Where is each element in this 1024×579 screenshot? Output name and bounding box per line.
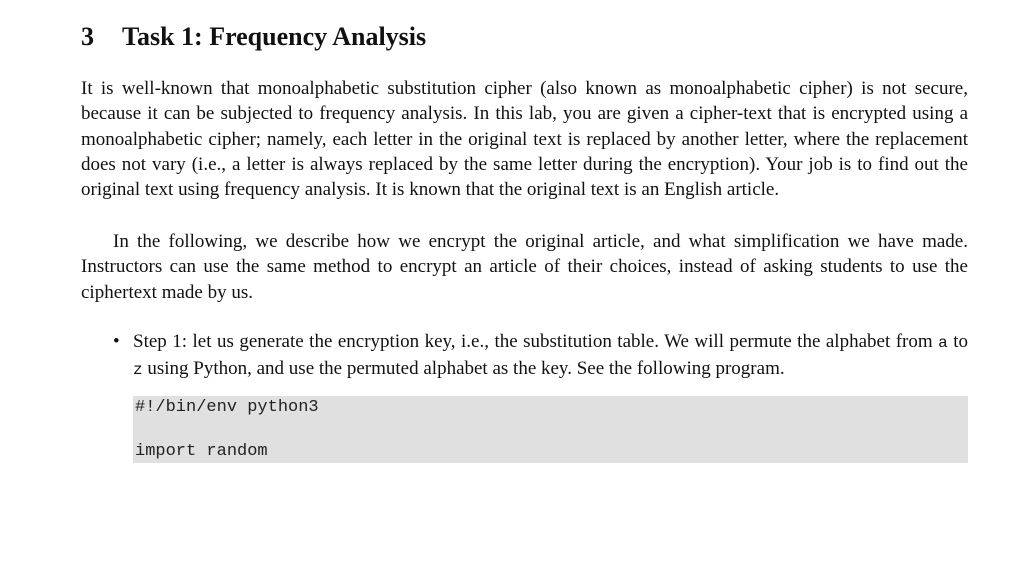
code-line-import: import random (135, 442, 268, 461)
section-heading (81, 22, 426, 52)
code-block (133, 396, 968, 463)
intro-paragraph: It is well-known that monoalphabetic substitution cipher (also known as monoalphabetic cipher) is not secure, because it can be subjected to frequency analysis. In this lab, you are given a cipher-text that is encrypted using a monoalphabetic cipher; namely, each letter in the original text is replaced by another letter, where the replacement does not vary (i.e., a letter is always replaced by the same letter during the encryption). Your job is to find out the original text using frequency analysis. It is known that the original text is an English article. (81, 78, 968, 201)
step1-text-part1: Step 1: let us generate the encryption key, i.e., the substitution table. We will permute the alphabet from (133, 331, 939, 352)
section-number: 3 (81, 22, 94, 51)
step1-text-part2: to (947, 331, 968, 352)
method-paragraph: In the following, we describe how we encrypt the original article, and what simplification we have made. Instructors can use the same method to encrypt an article of their choices, instead of asking students to use the ciphertext made by us. (81, 231, 968, 303)
section-title-text: Task 1: Frequency Analysis (122, 22, 427, 51)
step1-text (133, 329, 968, 384)
inline-code-a: a (938, 334, 948, 352)
inline-code-z: z (133, 361, 143, 380)
bullet-marker: • (113, 331, 120, 352)
step1-text-part3: using Python, and use the permuted alphabet as the key. See the following program. (142, 358, 785, 380)
code-line-shebang: #!/bin/env python3 (135, 398, 319, 417)
